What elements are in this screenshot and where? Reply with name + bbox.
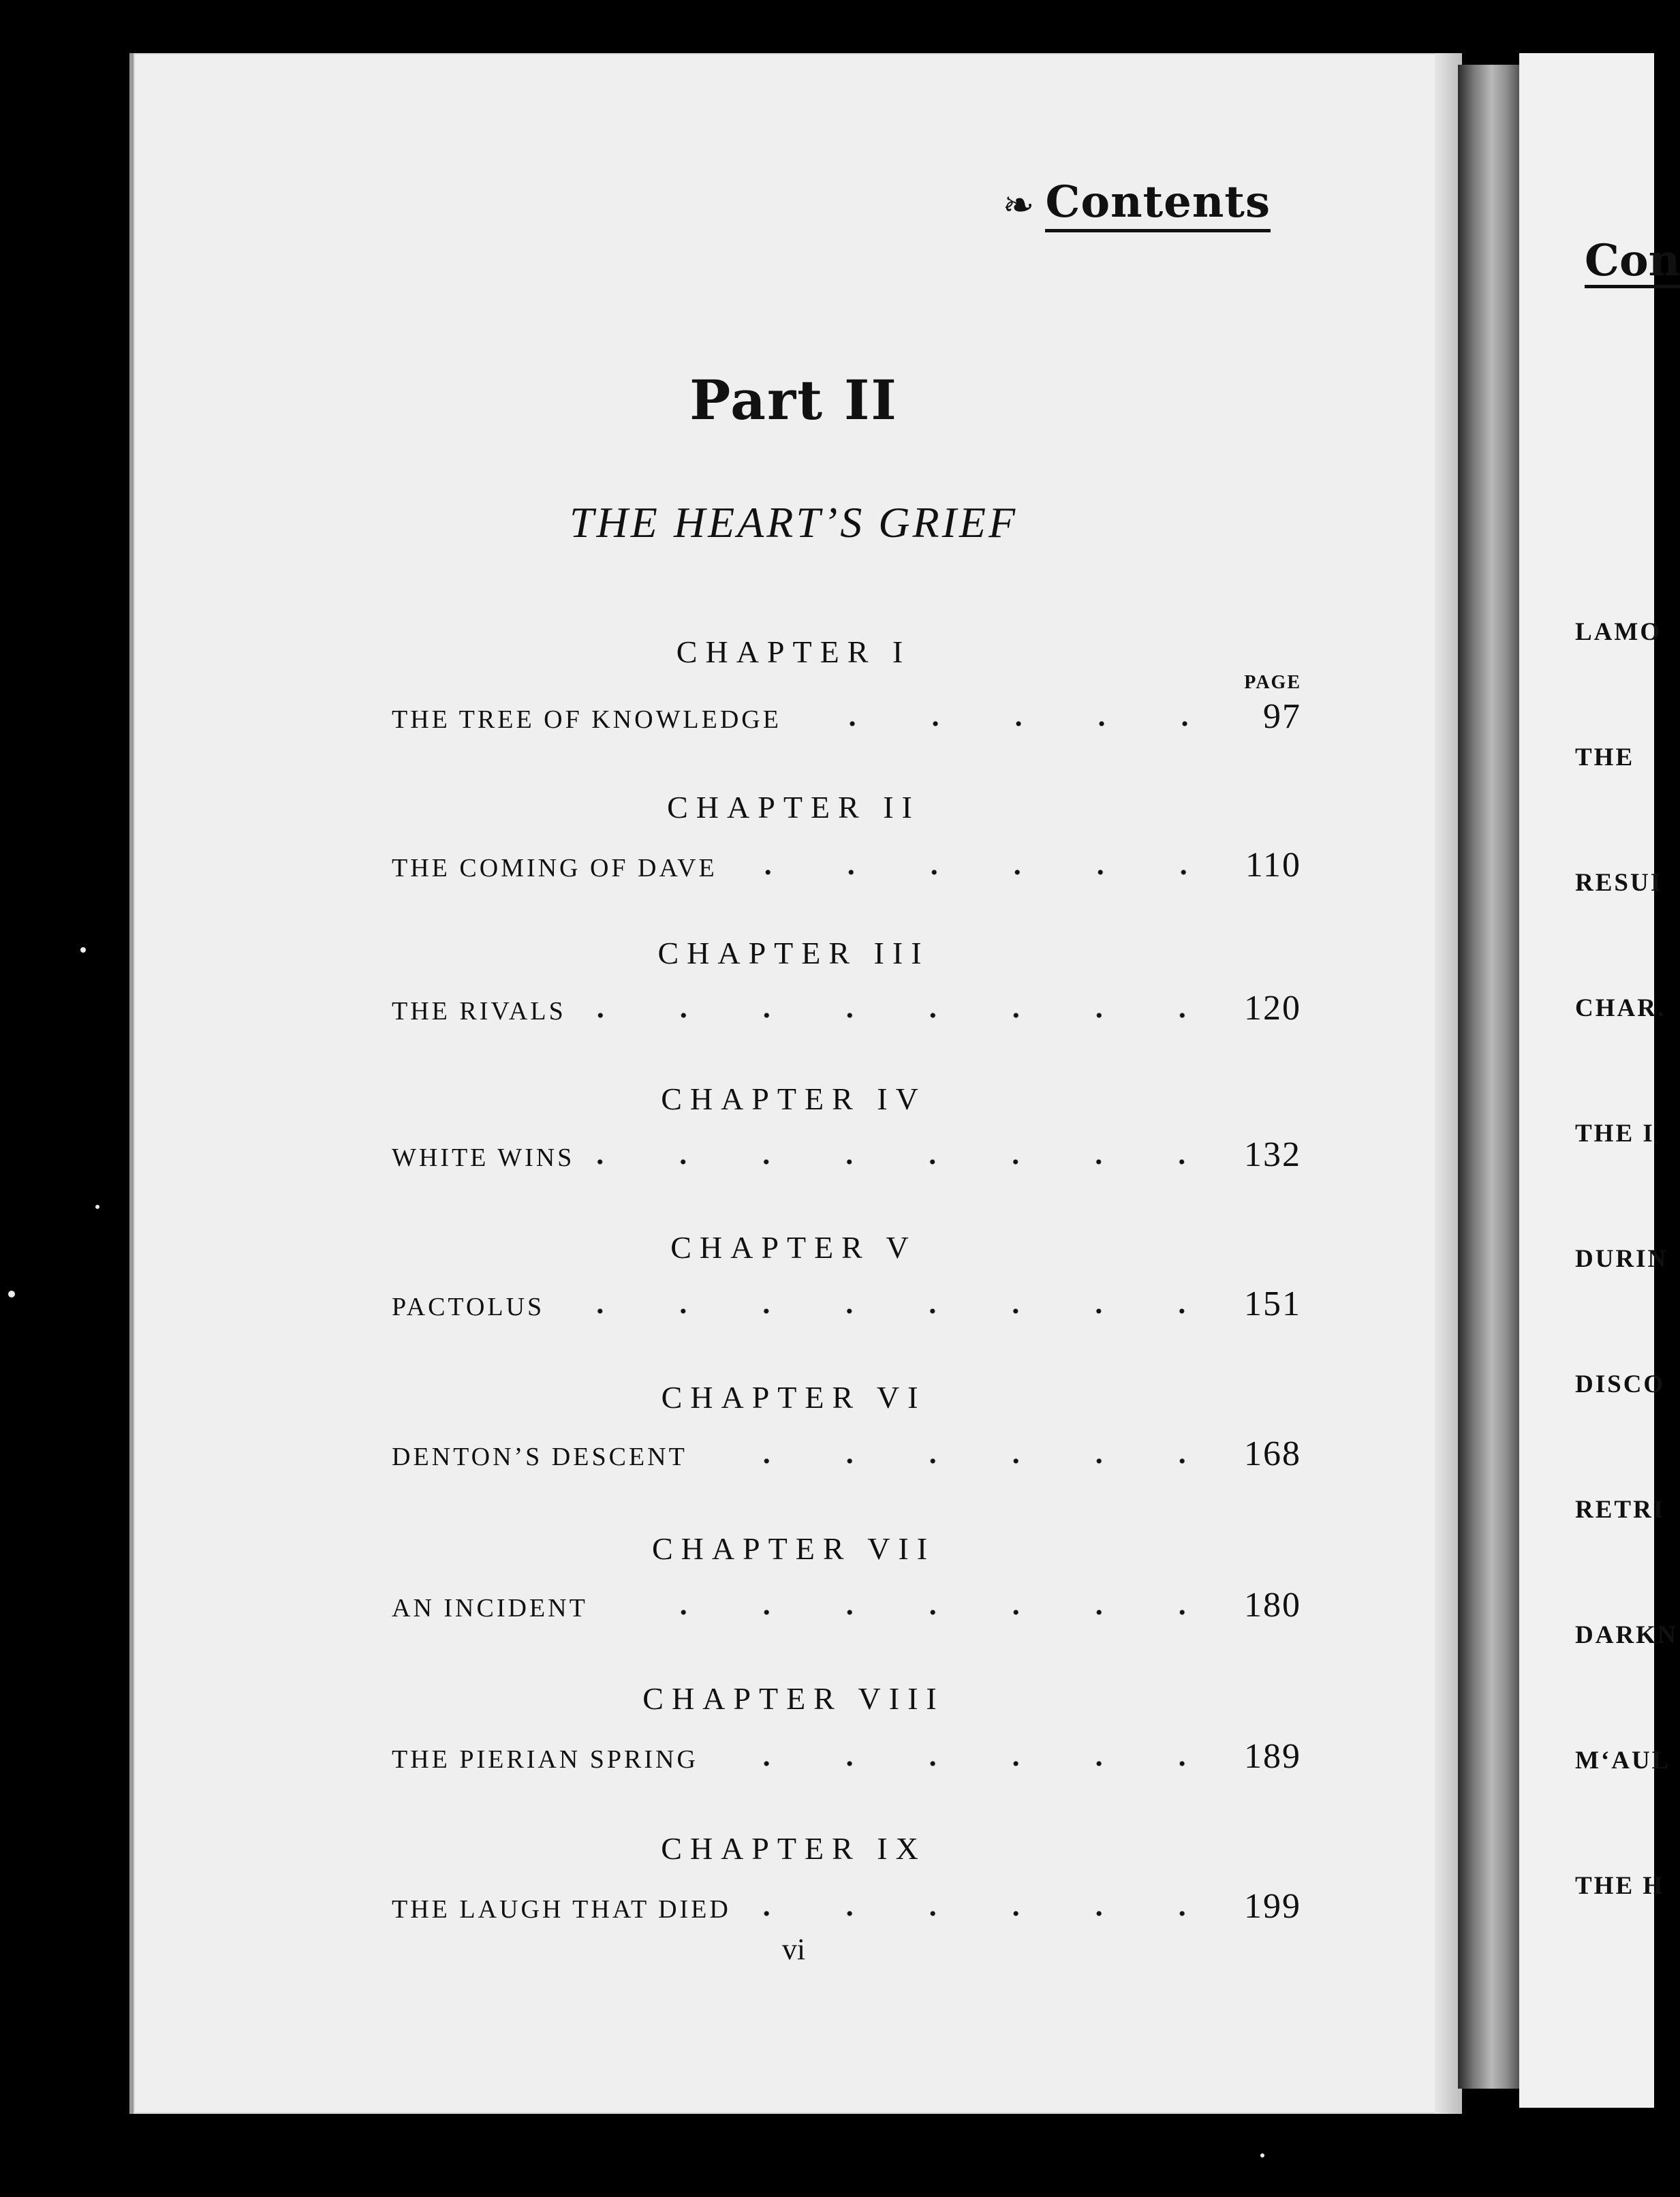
- chapter-heading: CHAPTER VII: [651, 1531, 936, 1566]
- toc-entry-title: THE TREE OF KNOWLEDGE: [392, 705, 781, 734]
- toc-entry[interactable]: [392, 1736, 1301, 1777]
- right-entry: LAMO: [1575, 618, 1662, 646]
- toc-entry-page: 97: [1263, 697, 1301, 736]
- chapter-heading: CHAPTER VI: [661, 1380, 927, 1415]
- chapter-heading: CHAPTER V: [670, 1230, 917, 1265]
- right-entry: RETRI: [1575, 1496, 1666, 1524]
- toc-entry-page: 180: [1244, 1586, 1301, 1625]
- chapter-heading: CHAPTER II: [667, 790, 920, 825]
- page-column-label: PAGE: [1244, 672, 1301, 693]
- dot-leader: [595, 1158, 1224, 1165]
- toc-entry[interactable]: [392, 845, 1301, 885]
- toc-entry-title: WHITE WINS: [392, 1143, 575, 1172]
- toc-entry[interactable]: [392, 1135, 1301, 1175]
- dot-leader: [587, 1012, 1224, 1019]
- chapter-heading: CHAPTER I: [676, 634, 912, 669]
- dust-speck: [1260, 2153, 1264, 2157]
- right-entry: CHAR.: [1575, 994, 1666, 1022]
- toc-entry-page: 189: [1244, 1737, 1301, 1776]
- chapter-heading: CHAPTER IV: [661, 1081, 927, 1116]
- toc-entry-title: PACTOLUS: [392, 1293, 545, 1321]
- toc-entry-title: THE PIERIAN SPRING: [392, 1745, 698, 1774]
- right-entry: DARKN: [1575, 1621, 1678, 1649]
- right-entry: M‘AUL: [1575, 1747, 1671, 1774]
- book-gutter: [1458, 65, 1519, 2089]
- toc-entry-page: 168: [1244, 1434, 1301, 1473]
- toc-entry-title: THE COMING OF DAVE: [392, 854, 717, 882]
- right-entry: DURIN: [1575, 1245, 1668, 1273]
- toc-entry[interactable]: [392, 696, 1301, 737]
- toc-entry-page: 151: [1244, 1285, 1301, 1323]
- toc-entry[interactable]: [392, 1284, 1301, 1324]
- dot-leader: [565, 1308, 1224, 1315]
- fleuron-icon: ❧: [1002, 183, 1035, 228]
- chapter-heading: CHAPTER VIII: [642, 1681, 945, 1716]
- chapter-heading: CHAPTER III: [657, 936, 930, 970]
- dust-speck: [95, 1205, 99, 1209]
- dust-speck: [8, 1291, 15, 1297]
- dot-leader: [719, 1760, 1224, 1767]
- right-page: [1519, 53, 1680, 2108]
- right-entry: THE H: [1575, 1872, 1665, 1900]
- right-entry: THE: [1575, 743, 1635, 771]
- dust-speck: [80, 947, 86, 953]
- right-entry: RESUI: [1575, 869, 1663, 897]
- toc-entry[interactable]: [392, 988, 1301, 1028]
- contents-block: [129, 0, 1458, 2197]
- toc-entry-page: 132: [1244, 1135, 1301, 1174]
- toc-entry-title: AN INCIDENT: [392, 1594, 588, 1623]
- dot-leader: [738, 869, 1225, 876]
- right-running-head: Con: [1585, 237, 1680, 288]
- part-title: Part II: [689, 368, 898, 432]
- toc-entry-page: 120: [1244, 989, 1301, 1028]
- toc-entry-title: THE LAUGH THAT DIED: [392, 1895, 731, 1924]
- dot-leader: [708, 1458, 1224, 1464]
- page-number: vi: [781, 1933, 806, 1966]
- toc-entry-page: 110: [1245, 846, 1301, 885]
- dot-leader: [751, 1910, 1224, 1917]
- toc-entry-page: 199: [1244, 1887, 1301, 1926]
- dot-leader: [802, 720, 1226, 727]
- toc-entry[interactable]: [392, 1886, 1301, 1926]
- toc-entry-title: DENTON’S DESCENT: [392, 1443, 687, 1471]
- right-entry: THE I: [1575, 1120, 1655, 1148]
- toc-entry-title: THE RIVALS: [392, 997, 566, 1026]
- toc-entry[interactable]: [392, 1434, 1301, 1474]
- right-entry: DISCO: [1575, 1370, 1666, 1398]
- chapter-heading: CHAPTER IX: [661, 1831, 927, 1866]
- dot-leader: [608, 1609, 1224, 1616]
- running-head-title: Contents: [1045, 179, 1271, 232]
- toc-entry[interactable]: [392, 1585, 1301, 1625]
- part-subtitle: THE HEART’S GRIEF: [569, 498, 1018, 547]
